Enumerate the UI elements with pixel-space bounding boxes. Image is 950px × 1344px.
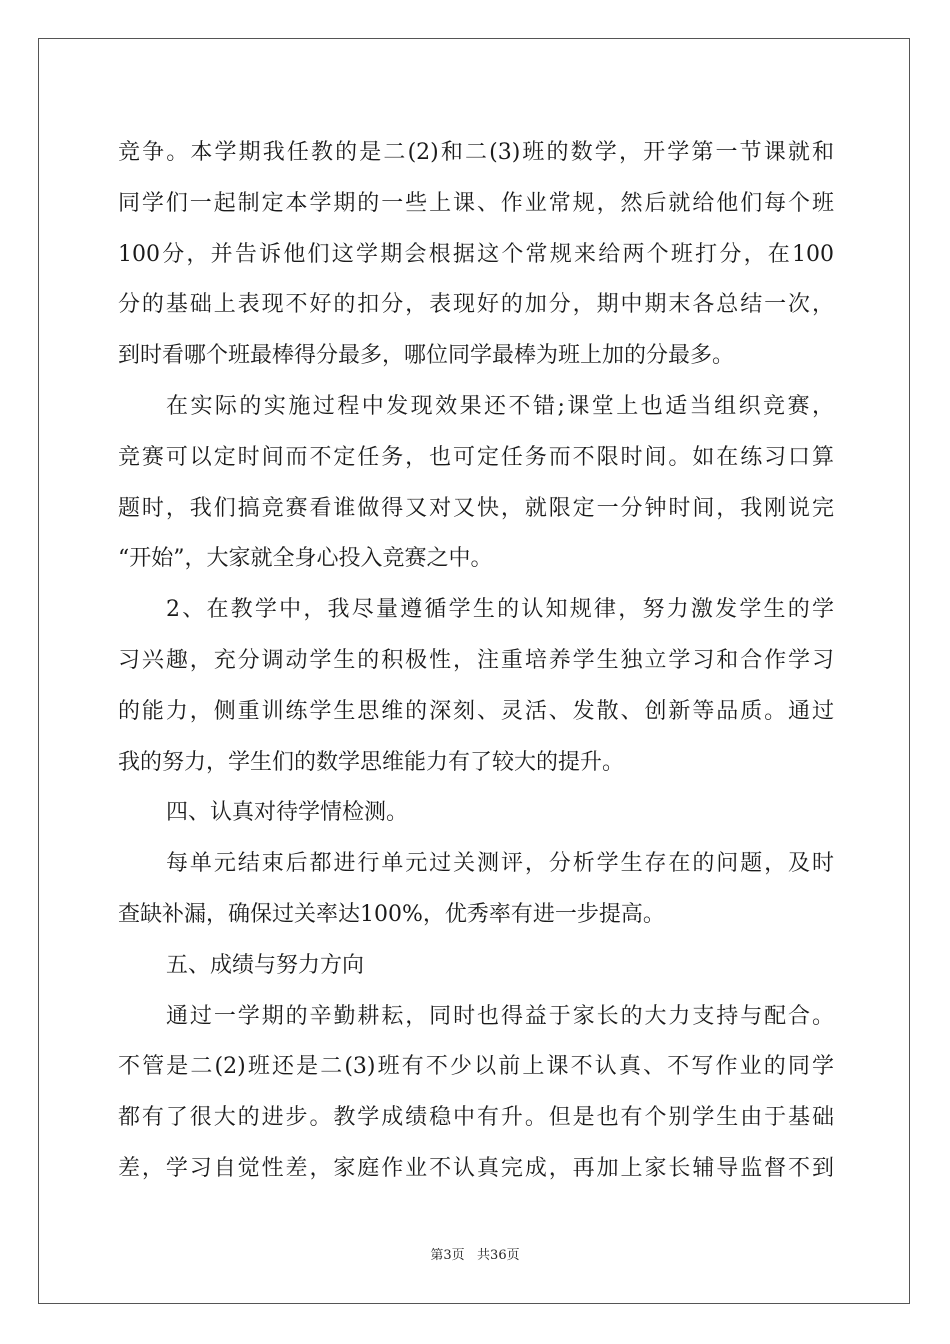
paragraph-start-line: 2、在教学中，我尽量遵循学生的认知规律，努力激发学生的学 (166, 597, 834, 623)
text-line: 习兴趣，充分调动学生的积极性，注重培养学生独立学习和合作学习 (118, 647, 834, 673)
text-line: 同学们一起制定本学期的一些上课、作业常规，然后就给他们每个班 (118, 190, 834, 216)
text-line: 不管是二(2)班还是二(3)班有不少以前上课不认真、不写作业的同学 (118, 1054, 834, 1080)
text-line: “开始”，大家就全身心投入竞赛之中。 (118, 546, 493, 572)
paragraph-start-line: 每单元结束后都进行单元过关测评，分析学生存在的问题，及时 (166, 851, 834, 877)
document-body (118, 128, 834, 1195)
text-line: 差，学习自觉性差，家庭作业不认真完成，再加上家长辅导监督不到 (118, 1155, 834, 1181)
text-line: 竞争。本学期我任教的是二(2)和二(3)班的数学，开学第一节课就和 (118, 140, 834, 165)
text-line: 都有了很大的进步。教学成绩稳中有升。但是也有个别学生由于基础 (118, 1105, 834, 1131)
paragraph-start-line: 通过一学期的辛勤耕耘，同时也得益于家长的大力支持与配合。 (166, 1003, 834, 1029)
text-line: 查缺补漏，确保过关率达100%，优秀率有进一步提高。 (118, 901, 665, 927)
section-heading: 四、认真对待学情检测。 (166, 800, 409, 826)
text-line: 题时，我们搞竞赛看谁做得又对又快，就限定一分钟时间，我刚说完 (118, 495, 834, 521)
section-heading: 五、成绩与努力方向 (166, 952, 365, 978)
page-number-footer: 第3页 共36页 (430, 1248, 520, 1263)
text-line: 100分，并告诉他们这学期会根据这个常规来给两个班打分，在100 (118, 241, 834, 267)
text-line: 竞赛可以定时间而不定任务，也可定任务而不限时间。如在练习口算 (118, 444, 834, 470)
paragraph-start-line: 在实际的实施过程中发现效果还不错;课堂上也适当组织竞赛， (166, 393, 834, 419)
text-line: 我的努力，学生们的数学思维能力有了较大的提升。 (118, 749, 625, 775)
text-line: 到时看哪个班最棒得分最多，哪位同学最棒为班上加的分最多。 (118, 343, 735, 369)
text-line: 分的基础上表现不好的扣分，表现好的加分，期中期末各总结一次， (118, 292, 834, 318)
text-line: 的能力，侧重训练学生思维的深刻、灵活、发散、创新等品质。通过 (118, 698, 834, 724)
